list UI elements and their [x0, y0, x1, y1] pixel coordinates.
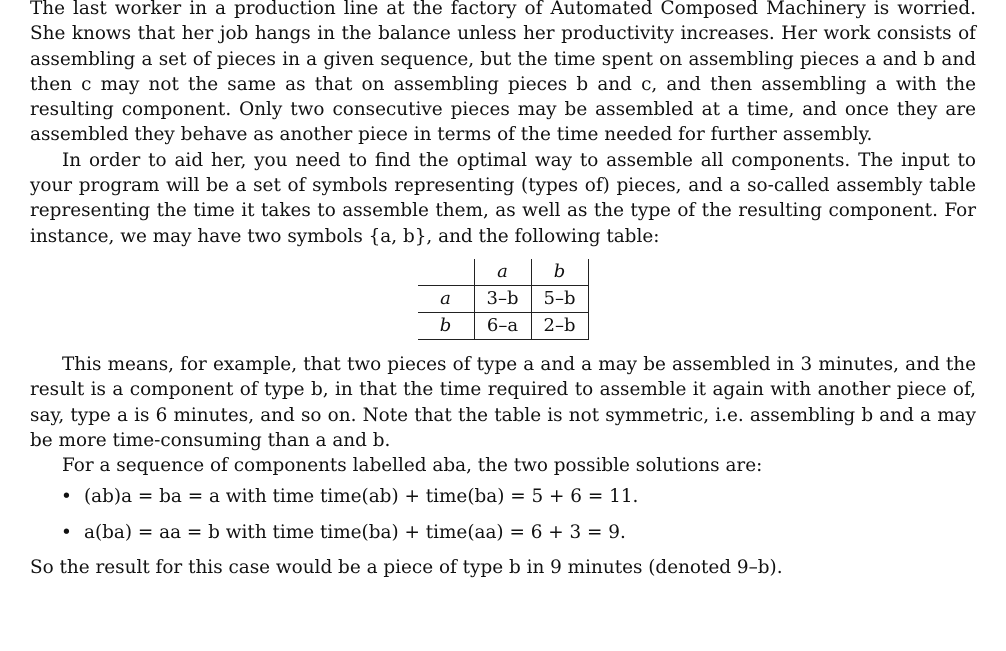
assembly-table-header-row	[418, 259, 589, 286]
paragraph-task: In order to aid her, you need to find the optimal way to assemble all components. The input to your program will be a set of symbols representing (types of) pieces, and a so-called assembly table representing the time it takes to assemble them, as well as the type of the resulting component. For instance, we may have two symbols {a, b}, and the following table:	[30, 149, 976, 247]
assembly-table-wrapper	[30, 259, 976, 340]
table-cell: 6–a	[474, 312, 531, 339]
table-row-label: a	[418, 285, 475, 312]
assembly-table	[418, 259, 589, 340]
list-item	[30, 520, 976, 545]
table-col-header: a	[474, 259, 531, 286]
paragraph-result: So the result for this case would be a piece of type b in 9 minutes (denoted 9–b).	[30, 557, 783, 579]
table-cell: 5–b	[531, 285, 588, 312]
problem-statement	[30, 0, 976, 580]
table-cell: 3–b	[474, 285, 531, 312]
solution-text: a(ba) = aa = b with time time(ba) + time(aa) = 6 + 3 = 9.	[84, 521, 626, 543]
solutions-list	[30, 484, 976, 545]
table-row	[418, 285, 589, 312]
bullet-icon: •	[61, 521, 72, 543]
bullet-icon: •	[61, 486, 72, 508]
table-corner	[418, 259, 475, 286]
list-item	[30, 484, 976, 509]
solution-text: (ab)a = ba = a with time time(ab) + time(ba) = 5 + 6 = 11.	[84, 486, 639, 508]
paragraph-intro: The last worker in a production line at the factory of Automated Composed Machinery is worried. She knows that her job hangs in the balance unless her productivity increases. Her work consists of assembling a set of pieces in a given sequence, but the time spent on assembling pieces a and b and then c may not the same as that on assembling pieces b and c, and then assembling a with the resulting component. Only two consecutive pieces may be assembled at a time, and once they are assembled they behave as another piece in terms of the time needed for further assembly.	[30, 0, 976, 146]
table-cell: 2–b	[531, 312, 588, 339]
table-row	[418, 312, 589, 339]
table-row-label: b	[418, 312, 475, 339]
paragraph-example-intro: For a sequence of components labelled aba, the two possible solutions are:	[62, 455, 763, 477]
paragraph-explanation: This means, for example, that two pieces of type a and a may be assembled in 3 minutes, and the result is a component of type b, in that the time required to assemble it again with another piece of, say, type a is 6 minutes, and so on. Note that the table is not symmetric, i.e. assembling b and a may be more time-consuming than a and b.	[30, 353, 976, 451]
table-col-header: b	[531, 259, 588, 286]
